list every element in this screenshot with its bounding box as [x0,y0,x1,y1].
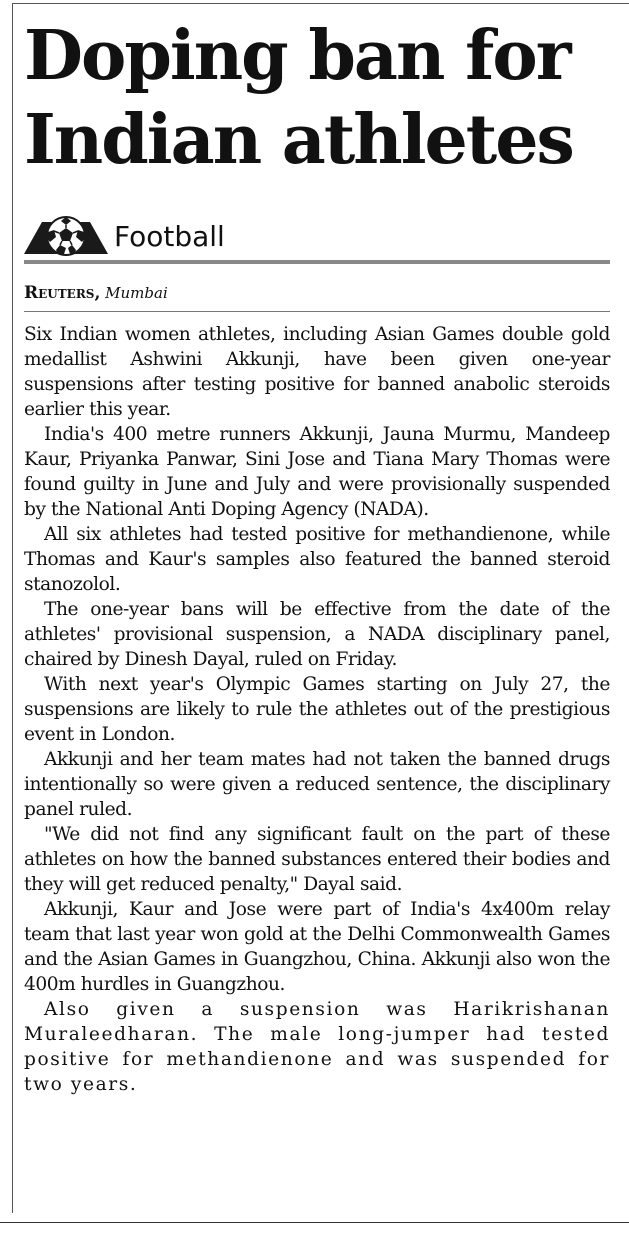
paragraph: With next year's Olympic Games starting on July 27, the suspensions are likely to rule the athletes out of the prestigious event in London. [24,674,610,745]
paragraph: Akkunji and her team mates had not taken the banned drugs intentionally so were given a reduced sentence, the disciplinary panel ruled. [24,749,610,820]
dateline [24,283,610,312]
frame-top-rule [12,3,629,4]
byline-agency: Reuters, [24,283,101,303]
section-label: Football [114,220,225,253]
section-header [24,210,610,264]
paragraph: Also given a suspension was Harikrishanan Muraleedharan. The male long-jumper had tested positive for methandienone and was suspended for two years. [24,999,610,1095]
headline: Doping ban for Indian athletes [24,16,573,180]
paragraph: Six Indian women athletes, including Asian Games double gold medallist Ashwini Akkunji, have been given one-year suspensions after testing positive for banned anabolic steroids earlier this year. [24,324,610,420]
byline-city: Mumbai [105,284,168,302]
paragraph: "We did not find any significant fault on the part of these athletes on how the banned substances entered their bodies and they will get reduced penalty," Dayal said. [24,824,610,895]
football-icon [24,212,108,256]
paragraph: The one-year bans will be effective from the date of the athletes' provisional suspension, a NADA disciplinary panel, chaired by Dinesh Dayal, ruled on Friday. [24,599,610,670]
paragraph: Akkunji, Kaur and Jose were part of India's 4x400m relay team that last year won gold at the Delhi Commonwealth Games and the Asian Games in Guangzhou, China. Akkunji also won the 400m hurdles in Guangzhou. [24,899,610,995]
frame-bottom-rule [0,1222,629,1223]
paragraph: India's 400 metre runners Akkunji, Jauna Murmu, Mandeep Kaur, Priyanka Panwar, Sini Jose and Tiana Mary Thomas were found guilty in June and July and were provisionally suspended by the National Anti Doping Agency (NADA). [24,424,610,520]
frame-left-rule [12,3,13,1213]
article-body [24,322,610,1097]
paragraph: All six athletes had tested positive for methandienone, while Thomas and Kaur's samples also featured the banned steroid stanozolol. [24,524,610,595]
